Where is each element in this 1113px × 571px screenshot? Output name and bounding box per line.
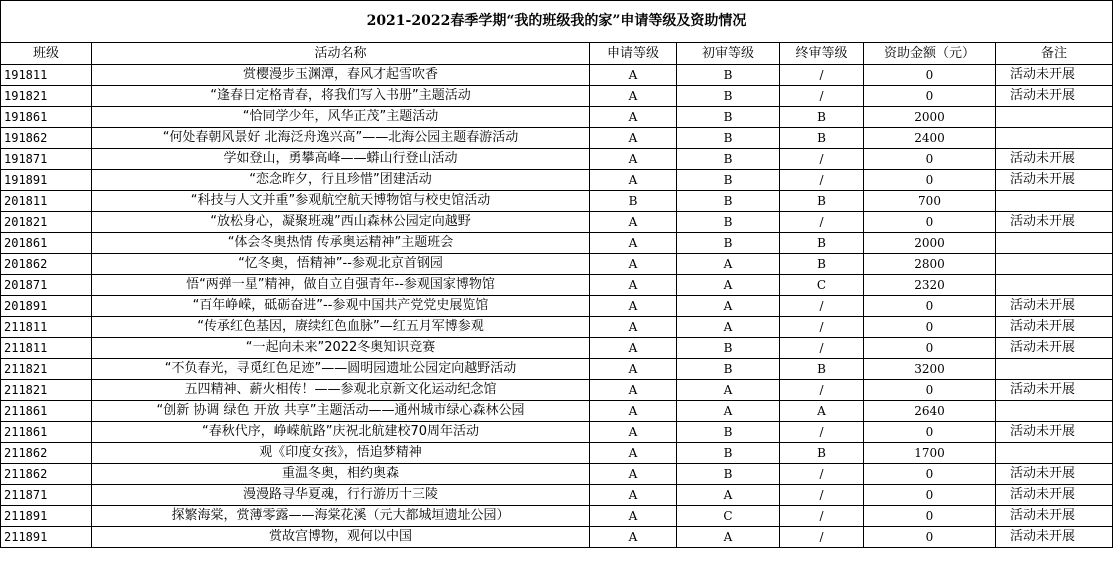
cell-activity-name[interactable]: “创新 协调 绿色 开放 共享”主题活动——通州城市绿心森林公园 — [92, 401, 590, 422]
cell-first-review-level[interactable]: B — [677, 65, 780, 86]
cell-class[interactable]: 201861 — [1, 233, 92, 254]
cell-activity-name[interactable]: 学如登山，勇攀高峰——蟒山行登山活动 — [92, 149, 590, 170]
cell-activity-name[interactable]: “何处春朝风景好 北海泛舟逸兴高”——北海公园主题春游活动 — [92, 128, 590, 149]
cell-remarks[interactable]: 活动未开展 — [996, 86, 1113, 107]
cell-funding-amount[interactable]: 0 — [864, 527, 996, 548]
cell-class[interactable]: 191871 — [1, 149, 92, 170]
table-row — [1, 359, 1113, 380]
cell-first-review-level[interactable]: A — [677, 254, 780, 275]
cell-funding-amount[interactable]: 0 — [864, 170, 996, 191]
cell-apply-level[interactable]: A — [590, 422, 677, 443]
cell-activity-name[interactable]: “科技与人文并重”参观航空航天博物馆与校史馆活动 — [92, 191, 590, 212]
cell-first-review-level[interactable]: A — [677, 401, 780, 422]
cell-final-review-level[interactable]: / — [780, 527, 864, 548]
cell-remarks[interactable] — [996, 275, 1113, 296]
cell-apply-level[interactable]: A — [590, 254, 677, 275]
cell-remarks[interactable]: 活动未开展 — [996, 296, 1113, 317]
cell-class[interactable]: 211891 — [1, 527, 92, 548]
cell-first-review-level[interactable]: B — [677, 359, 780, 380]
cell-funding-amount[interactable]: 0 — [864, 338, 996, 359]
cell-remarks[interactable] — [996, 128, 1113, 149]
cell-funding-amount[interactable]: 0 — [864, 464, 996, 485]
cell-apply-level[interactable]: A — [590, 128, 677, 149]
cell-first-review-level[interactable]: B — [677, 107, 780, 128]
cell-remarks[interactable]: 活动未开展 — [996, 170, 1113, 191]
cell-funding-amount[interactable]: 0 — [864, 380, 996, 401]
cell-funding-amount[interactable]: 2320 — [864, 275, 996, 296]
cell-remarks[interactable] — [996, 359, 1113, 380]
header-first-review-level: 初审等级 — [677, 43, 780, 65]
header-final-review-level: 终审等级 — [780, 43, 864, 65]
cell-class[interactable]: 211862 — [1, 443, 92, 464]
cell-class[interactable]: 201871 — [1, 275, 92, 296]
cell-activity-name[interactable]: 探繁海棠，赏薄零露——海棠花溪（元大都城垣遗址公园） — [92, 506, 590, 527]
cell-funding-amount[interactable]: 0 — [864, 212, 996, 233]
cell-final-review-level[interactable]: / — [780, 338, 864, 359]
cell-remarks[interactable]: 活动未开展 — [996, 485, 1113, 506]
cell-funding-amount[interactable]: 0 — [864, 149, 996, 170]
cell-final-review-level[interactable]: / — [780, 485, 864, 506]
cell-funding-amount[interactable]: 0 — [864, 506, 996, 527]
cell-activity-name[interactable]: 重温冬奥，相约奥森 — [92, 464, 590, 485]
cell-funding-amount[interactable]: 2000 — [864, 107, 996, 128]
cell-class[interactable]: 191891 — [1, 170, 92, 191]
table-row — [1, 338, 1113, 359]
cell-funding-amount[interactable]: 0 — [864, 65, 996, 86]
cell-final-review-level[interactable]: B — [780, 359, 864, 380]
table-row — [1, 527, 1113, 548]
cell-first-review-level[interactable]: A — [677, 527, 780, 548]
cell-class[interactable]: 211821 — [1, 359, 92, 380]
cell-first-review-level[interactable]: C — [677, 506, 780, 527]
cell-remarks[interactable] — [996, 107, 1113, 128]
cell-activity-name[interactable]: 赏樱漫步玉渊潭，春风才起雪吹香 — [92, 65, 590, 86]
table-row — [1, 401, 1113, 422]
cell-activity-name[interactable]: 悟“两弹一星”精神，做自立自强青年--参观国家博物馆 — [92, 275, 590, 296]
table-row — [1, 464, 1113, 485]
cell-funding-amount[interactable]: 0 — [864, 86, 996, 107]
cell-remarks[interactable]: 活动未开展 — [996, 338, 1113, 359]
cell-first-review-level[interactable]: B — [677, 422, 780, 443]
cell-remarks[interactable] — [996, 254, 1113, 275]
cell-final-review-level[interactable]: B — [780, 107, 864, 128]
cell-class[interactable]: 211891 — [1, 506, 92, 527]
cell-final-review-level[interactable]: B — [780, 443, 864, 464]
cell-class[interactable]: 211821 — [1, 380, 92, 401]
cell-class[interactable]: 211811 — [1, 338, 92, 359]
cell-apply-level[interactable]: B — [590, 191, 677, 212]
header-funding-amount: 资助金额（元） — [864, 43, 996, 65]
table-row — [1, 128, 1113, 149]
cell-first-review-level[interactable]: B — [677, 464, 780, 485]
table-row — [1, 149, 1113, 170]
cell-funding-amount[interactable]: 3200 — [864, 359, 996, 380]
cell-apply-level[interactable]: A — [590, 86, 677, 107]
cell-remarks[interactable]: 活动未开展 — [996, 212, 1113, 233]
cell-class[interactable]: 211862 — [1, 464, 92, 485]
cell-activity-name[interactable]: “逢春日定格青春，将我们写入书册”主题活动 — [92, 86, 590, 107]
cell-final-review-level[interactable]: / — [780, 506, 864, 527]
cell-remarks[interactable]: 活动未开展 — [996, 506, 1113, 527]
cell-activity-name[interactable]: “恰同学少年，风华正茂”主题活动 — [92, 107, 590, 128]
cell-first-review-level[interactable]: B — [677, 149, 780, 170]
cell-final-review-level[interactable]: / — [780, 380, 864, 401]
cell-final-review-level[interactable]: / — [780, 170, 864, 191]
table-title: 2021-2022春季学期“我的班级我的家”申请等级及资助情况 — [1, 1, 1113, 43]
cell-final-review-level[interactable]: / — [780, 464, 864, 485]
cell-activity-name[interactable]: “忆冬奥，悟精神”--参观北京首钢园 — [92, 254, 590, 275]
table-row — [1, 212, 1113, 233]
table-row — [1, 380, 1113, 401]
cell-activity-name[interactable]: “恋念昨夕，行且珍惜”团建活动 — [92, 170, 590, 191]
cell-final-review-level[interactable]: / — [780, 65, 864, 86]
cell-funding-amount[interactable]: 0 — [864, 296, 996, 317]
cell-final-review-level[interactable]: / — [780, 212, 864, 233]
cell-class[interactable]: 201821 — [1, 212, 92, 233]
cell-first-review-level[interactable]: B — [677, 233, 780, 254]
cell-activity-name[interactable]: “不负春光，寻觅红色足迹”——圆明园遗址公园定向越野活动 — [92, 359, 590, 380]
cell-remarks[interactable]: 活动未开展 — [996, 65, 1113, 86]
cell-final-review-level[interactable]: / — [780, 422, 864, 443]
cell-funding-amount[interactable]: 2800 — [864, 254, 996, 275]
cell-remarks[interactable]: 活动未开展 — [996, 527, 1113, 548]
cell-class[interactable]: 211811 — [1, 317, 92, 338]
cell-final-review-level[interactable]: B — [780, 128, 864, 149]
table-row — [1, 422, 1113, 443]
cell-activity-name[interactable]: “体会冬奥热情 传承奥运精神”主题班会 — [92, 233, 590, 254]
cell-first-review-level[interactable]: B — [677, 86, 780, 107]
cell-class[interactable]: 191821 — [1, 86, 92, 107]
cell-apply-level[interactable]: A — [590, 170, 677, 191]
cell-funding-amount[interactable]: 0 — [864, 422, 996, 443]
cell-remarks[interactable]: 活动未开展 — [996, 422, 1113, 443]
cell-activity-name[interactable]: 观《印度女孩》，悟追梦精神 — [92, 443, 590, 464]
cell-final-review-level[interactable]: / — [780, 317, 864, 338]
cell-apply-level[interactable]: A — [590, 527, 677, 548]
cell-first-review-level[interactable]: A — [677, 275, 780, 296]
cell-apply-level[interactable]: A — [590, 380, 677, 401]
cell-funding-amount[interactable]: 2400 — [864, 128, 996, 149]
cell-activity-name[interactable]: 赏故宫博物，观何以中国 — [92, 527, 590, 548]
cell-class[interactable]: 191811 — [1, 65, 92, 86]
cell-activity-name[interactable]: “传承红色基因，赓续红色血脉”—红五月军博参观 — [92, 317, 590, 338]
cell-activity-name[interactable]: “春秋代序，峥嵘航路”庆祝北航建校70周年活动 — [92, 422, 590, 443]
cell-apply-level[interactable]: A — [590, 275, 677, 296]
header-remarks: 备注 — [996, 43, 1113, 65]
cell-apply-level[interactable]: A — [590, 506, 677, 527]
cell-first-review-level[interactable]: B — [677, 170, 780, 191]
cell-remarks[interactable]: 活动未开展 — [996, 317, 1113, 338]
cell-remarks[interactable] — [996, 233, 1113, 254]
cell-class[interactable]: 201891 — [1, 296, 92, 317]
table-row — [1, 233, 1113, 254]
cell-final-review-level[interactable]: C — [780, 275, 864, 296]
cell-class[interactable]: 201862 — [1, 254, 92, 275]
cell-apply-level[interactable]: A — [590, 107, 677, 128]
table-row — [1, 275, 1113, 296]
header-class: 班级 — [1, 43, 92, 65]
cell-funding-amount[interactable]: 0 — [864, 317, 996, 338]
cell-funding-amount[interactable]: 2000 — [864, 233, 996, 254]
header-apply-level: 申请等级 — [590, 43, 677, 65]
cell-class[interactable]: 211861 — [1, 401, 92, 422]
cell-remarks[interactable] — [996, 191, 1113, 212]
cell-apply-level[interactable]: A — [590, 401, 677, 422]
cell-funding-amount[interactable]: 1700 — [864, 443, 996, 464]
cell-apply-level[interactable]: A — [590, 464, 677, 485]
cell-final-review-level[interactable]: B — [780, 233, 864, 254]
cell-first-review-level[interactable]: B — [677, 128, 780, 149]
title-row — [1, 1, 1113, 43]
cell-remarks[interactable]: 活动未开展 — [996, 380, 1113, 401]
cell-first-review-level[interactable]: B — [677, 212, 780, 233]
cell-final-review-level[interactable]: B — [780, 254, 864, 275]
cell-remarks[interactable] — [996, 401, 1113, 422]
table-row — [1, 65, 1113, 86]
cell-activity-name[interactable]: “一起向未来”2022冬奥知识竞赛 — [92, 338, 590, 359]
cell-apply-level[interactable]: A — [590, 338, 677, 359]
cell-final-review-level[interactable]: A — [780, 401, 864, 422]
cell-funding-amount[interactable]: 700 — [864, 191, 996, 212]
cell-class[interactable]: 211861 — [1, 422, 92, 443]
cell-final-review-level[interactable]: B — [780, 191, 864, 212]
table-row — [1, 191, 1113, 212]
cell-final-review-level[interactable]: / — [780, 86, 864, 107]
cell-remarks[interactable]: 活动未开展 — [996, 464, 1113, 485]
cell-first-review-level[interactable]: A — [677, 296, 780, 317]
table-row — [1, 485, 1113, 506]
cell-activity-name[interactable]: 五四精神、薪火相传！——参观北京新文化运动纪念馆 — [92, 380, 590, 401]
table-row — [1, 86, 1113, 107]
cell-activity-name[interactable]: 漫漫路寻华夏魂，行行游历十三陵 — [92, 485, 590, 506]
cell-activity-name[interactable]: “放松身心，凝聚班魂”西山森林公园定向越野 — [92, 212, 590, 233]
table-row — [1, 506, 1113, 527]
cell-class[interactable]: 201811 — [1, 191, 92, 212]
cell-first-review-level[interactable]: B — [677, 443, 780, 464]
table-row — [1, 443, 1113, 464]
cell-apply-level[interactable]: A — [590, 443, 677, 464]
cell-remarks[interactable] — [996, 443, 1113, 464]
cell-first-review-level[interactable]: B — [677, 338, 780, 359]
cell-apply-level[interactable]: A — [590, 149, 677, 170]
cell-funding-amount[interactable]: 2640 — [864, 401, 996, 422]
table-row — [1, 296, 1113, 317]
cell-funding-amount[interactable]: 0 — [864, 485, 996, 506]
cell-first-review-level[interactable]: A — [677, 380, 780, 401]
table-row — [1, 254, 1113, 275]
cell-final-review-level[interactable]: / — [780, 149, 864, 170]
cell-final-review-level[interactable]: / — [780, 296, 864, 317]
table-row — [1, 170, 1113, 191]
cell-apply-level[interactable]: A — [590, 359, 677, 380]
cell-first-review-level[interactable]: A — [677, 317, 780, 338]
table-row — [1, 317, 1113, 338]
cell-first-review-level[interactable]: A — [677, 485, 780, 506]
cell-remarks[interactable]: 活动未开展 — [996, 149, 1113, 170]
cell-apply-level[interactable]: A — [590, 317, 677, 338]
cell-first-review-level[interactable]: B — [677, 191, 780, 212]
header-row — [1, 43, 1113, 65]
cell-apply-level[interactable]: A — [590, 233, 677, 254]
header-activity-name: 活动名称 — [92, 43, 590, 65]
cell-activity-name[interactable]: “百年峥嵘，砥砺奋进”--参观中国共产党党史展览馆 — [92, 296, 590, 317]
cell-class[interactable]: 191861 — [1, 107, 92, 128]
table-row — [1, 107, 1113, 128]
cell-apply-level[interactable]: A — [590, 296, 677, 317]
cell-class[interactable]: 211871 — [1, 485, 92, 506]
cell-apply-level[interactable]: A — [590, 212, 677, 233]
cell-class[interactable]: 191862 — [1, 128, 92, 149]
cell-apply-level[interactable]: A — [590, 485, 677, 506]
cell-apply-level[interactable]: A — [590, 65, 677, 86]
